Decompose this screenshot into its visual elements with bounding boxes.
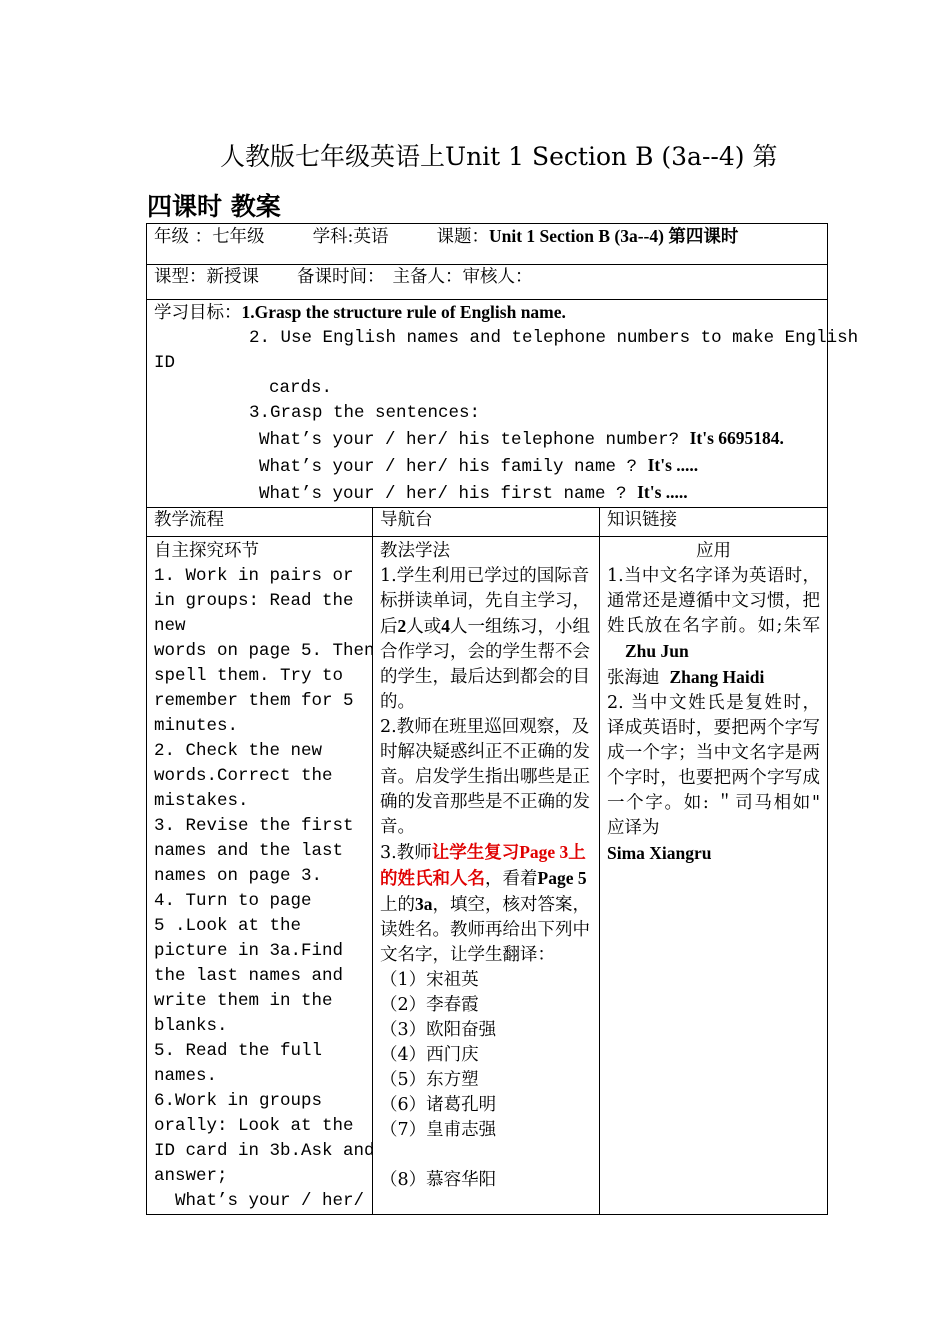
lesson-type-field: 课型：新授课 xyxy=(154,267,259,287)
links-paragraph-2: 2. 当中文姓氏是复姓时，译成英语时，要把两个字写成一个字；当中文名字是两个字时，也要把两个字写成一个字。如: ＂司马相如" 应译为 Sima Xiangru xyxy=(607,693,821,863)
title-line-2: 四课时 教案 xyxy=(147,192,281,221)
process-step-line: write them in the xyxy=(154,991,333,1011)
process-step-line: 4. Turn to page xyxy=(154,891,312,911)
process-step-line: names on page 3. xyxy=(154,866,323,886)
process-steps xyxy=(154,564,375,1214)
guide-cell xyxy=(373,537,600,1215)
process-step-line: words.Correct the xyxy=(154,766,333,786)
process-step-line: spell them. Try to xyxy=(154,666,344,686)
guide-paragraph-1: 1.学生利用已学过的国际音标拼读单词，先自主学习，后2人或4人一组练习，小组合作学习，会的学生帮不会的学生，最后达到都会的目的。 xyxy=(380,566,590,712)
process-step-line: 5. Read the full xyxy=(154,1041,323,1061)
name-item xyxy=(380,1143,592,1168)
grade-field: 年级 ：七年级 xyxy=(154,227,265,247)
name-item: （1）宋祖英 xyxy=(380,970,479,990)
column-header-row xyxy=(147,508,828,537)
objective-2-line-c: cards. xyxy=(269,378,333,398)
process-step-line: minutes. xyxy=(154,716,239,736)
name-item: （8）慕容华阳 xyxy=(380,1170,497,1190)
header-guide: 导航台 xyxy=(373,508,600,537)
process-step-line: 3. Revise the first xyxy=(154,816,354,836)
process-step-line: new xyxy=(154,616,186,636)
process-step-line: remember them for 5 xyxy=(154,691,354,711)
objective-3: 3.Grasp the sentences: xyxy=(249,403,481,423)
process-step-line: names and the last xyxy=(154,841,344,861)
guide-paragraph-3: 3.教师让学生复习Page 3上的姓氏和人名，看着Page 5上的3a，填空，核对答案，读姓名。教师再给出下列中文名字，让学生翻译： xyxy=(380,842,590,965)
name-item: （2）李春霞 xyxy=(380,995,479,1015)
objective-2-line-b: ID xyxy=(154,353,176,373)
title-line-1: 人教版七年级英语上Unit 1 Section B (3a--4) 第 xyxy=(220,142,778,171)
topic-value: Unit 1 Section B (3a--4) 第四课时 xyxy=(488,226,739,246)
process-step-line: What’s your / her/ xyxy=(154,1191,365,1211)
process-step-line: 2. Check the new xyxy=(154,741,323,761)
header-links: 知识链接 xyxy=(600,508,828,537)
prep-time-field: 备课时间： xyxy=(297,267,385,287)
process-step-line: in groups: Read the xyxy=(154,591,354,611)
process-step-line: picture in 3a.Find xyxy=(154,941,344,961)
links-paragraph-1: 1.当中文名字译为英语时，通常还是遵循中文习惯，把姓氏放在名字前。如;朱军Zhu Jun 张海迪 Zhang Haidi xyxy=(607,566,821,688)
guide-heading: 教法学法 xyxy=(380,541,450,561)
sentence-3: What’s your / her/ his first name ? It's ..... xyxy=(259,482,688,504)
links-heading: 应用 xyxy=(696,541,732,561)
objective-1: 1.Grasp the structure rule of English name. xyxy=(241,302,566,322)
name-item: （4）西门庆 xyxy=(380,1045,479,1065)
links-cell xyxy=(600,537,828,1215)
lesson-plan-table xyxy=(146,223,859,1215)
process-cell xyxy=(147,537,373,1215)
sentence-1: What’s your / her/ his telephone number? It's 6695184. xyxy=(259,428,784,450)
name-item: （3）欧阳奋强 xyxy=(380,1020,497,1040)
process-step-line: 6.Work in groups xyxy=(154,1091,323,1111)
process-step-line: names. xyxy=(154,1066,218,1086)
guide-paragraph-2: 2.教师在班里巡回观察，及时解决疑惑纠正不正确的发音。启发学生指出哪些是正确的发音那些是不正确的发音。 xyxy=(380,717,590,837)
info-row-1 xyxy=(147,224,828,265)
process-step-line: orally: Look at the xyxy=(154,1116,354,1136)
header-process: 教学流程 xyxy=(147,508,373,537)
reviewer-field: 审核人： xyxy=(462,267,533,287)
process-step-line: mistakes. xyxy=(154,791,249,811)
process-step-line: ID card in 3b.Ask and xyxy=(154,1141,375,1161)
objectives-label: 学习目标： xyxy=(154,303,242,323)
process-step-line: blanks. xyxy=(154,1016,228,1036)
preparer-field: 主备人： xyxy=(392,267,463,287)
name-item: （6）诸葛孔明 xyxy=(380,1095,497,1115)
process-step-line: answer; xyxy=(154,1166,228,1186)
process-step-line: the last names and xyxy=(154,966,344,986)
name-list xyxy=(380,968,592,1193)
objectives-row xyxy=(147,300,828,508)
topic-label: 课题： xyxy=(436,227,489,247)
content-row xyxy=(147,537,828,1215)
process-step-line: 1. Work in pairs or xyxy=(154,566,354,586)
name-item: （7）皇甫志强 xyxy=(380,1120,497,1140)
name-item: （5）东方塑 xyxy=(380,1070,479,1090)
document-title xyxy=(147,132,827,232)
objective-2-line-a: 2. Use English names and telephone numbers to make English xyxy=(249,328,859,348)
subject-field: 学科:英语 xyxy=(312,227,389,247)
process-step-line: 5 .Look at the xyxy=(154,916,302,936)
info-row-2 xyxy=(147,265,828,300)
process-step-line: words on page 5. Then xyxy=(154,641,375,661)
process-heading: 自主探究环节 xyxy=(154,541,259,561)
sentence-2: What’s your / her/ his family name ? It's ..... xyxy=(259,455,699,477)
